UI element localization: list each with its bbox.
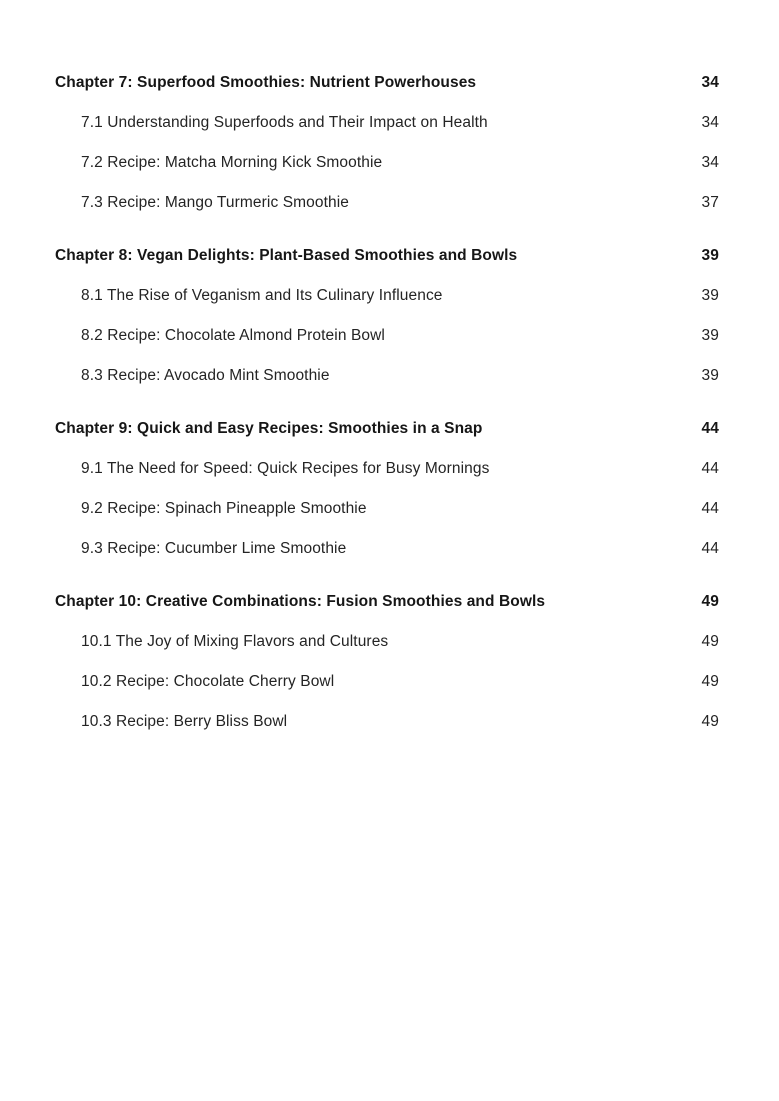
section-page-number: 34 [701,154,719,171]
section-page-number: 39 [701,327,719,344]
section-title: 8.2 Recipe: Chocolate Almond Protein Bowl [81,327,385,344]
section-page-number: 49 [701,713,719,730]
section-title: 8.1 The Rise of Veganism and Its Culinary Influence [81,287,443,304]
section-page-number: 34 [701,114,719,131]
toc-section-entry[interactable] [55,192,719,232]
toc-chapter-entry[interactable] [55,72,719,112]
chapter-title: Chapter 8: Vegan Delights: Plant-Based Smoothies and Bowls [55,247,518,264]
toc-section-entry[interactable] [55,152,719,192]
toc-chapter-entry[interactable] [55,418,719,458]
toc-section-entry[interactable] [55,112,719,152]
toc-section-entry[interactable] [55,671,719,711]
section-title: 7.2 Recipe: Matcha Morning Kick Smoothie [81,154,383,171]
section-title: 10.2 Recipe: Chocolate Cherry Bowl [81,673,335,690]
section-page-number: 44 [701,540,719,557]
toc-section-entry[interactable] [55,458,719,498]
section-title: 7.1 Understanding Superfoods and Their Impact on Health [81,114,488,131]
toc-chapter-entry[interactable] [55,591,719,631]
section-title: 10.3 Recipe: Berry Bliss Bowl [81,713,288,730]
chapter-title: Chapter 7: Superfood Smoothies: Nutrient Powerhouses [55,74,477,91]
chapter-title: Chapter 9: Quick and Easy Recipes: Smoothies in a Snap [55,420,483,437]
section-title: 9.2 Recipe: Spinach Pineapple Smoothie [81,500,367,517]
section-page-number: 44 [701,500,719,517]
toc-chapter-group [55,245,719,405]
section-page-number: 39 [701,367,719,384]
toc-chapter-entry[interactable] [55,245,719,285]
chapter-title: Chapter 10: Creative Combinations: Fusion Smoothies and Bowls [55,593,546,610]
toc-chapter-group [55,72,719,232]
section-title: 9.3 Recipe: Cucumber Lime Smoothie [81,540,347,557]
section-page-number: 44 [701,460,719,477]
toc-section-entry[interactable] [55,711,719,751]
section-title: 7.3 Recipe: Mango Turmeric Smoothie [81,194,349,211]
toc-section-entry[interactable] [55,631,719,671]
toc-chapter-group [55,418,719,578]
chapter-page-number: 34 [701,74,719,91]
section-page-number: 49 [701,673,719,690]
toc-section-entry[interactable] [55,538,719,578]
section-title: 8.3 Recipe: Avocado Mint Smoothie [81,367,330,384]
section-page-number: 49 [701,633,719,650]
toc-section-entry[interactable] [55,498,719,538]
section-title: 9.1 The Need for Speed: Quick Recipes for Busy Mornings [81,460,490,477]
chapter-page-number: 44 [701,420,719,437]
chapter-page-number: 39 [701,247,719,264]
section-title: 10.1 The Joy of Mixing Flavors and Cultures [81,633,389,650]
toc-section-entry[interactable] [55,285,719,325]
toc-section-entry[interactable] [55,365,719,405]
toc-section-entry[interactable] [55,325,719,365]
section-page-number: 37 [701,194,719,211]
toc-chapter-group [55,591,719,751]
section-page-number: 39 [701,287,719,304]
chapter-page-number: 49 [701,593,719,610]
